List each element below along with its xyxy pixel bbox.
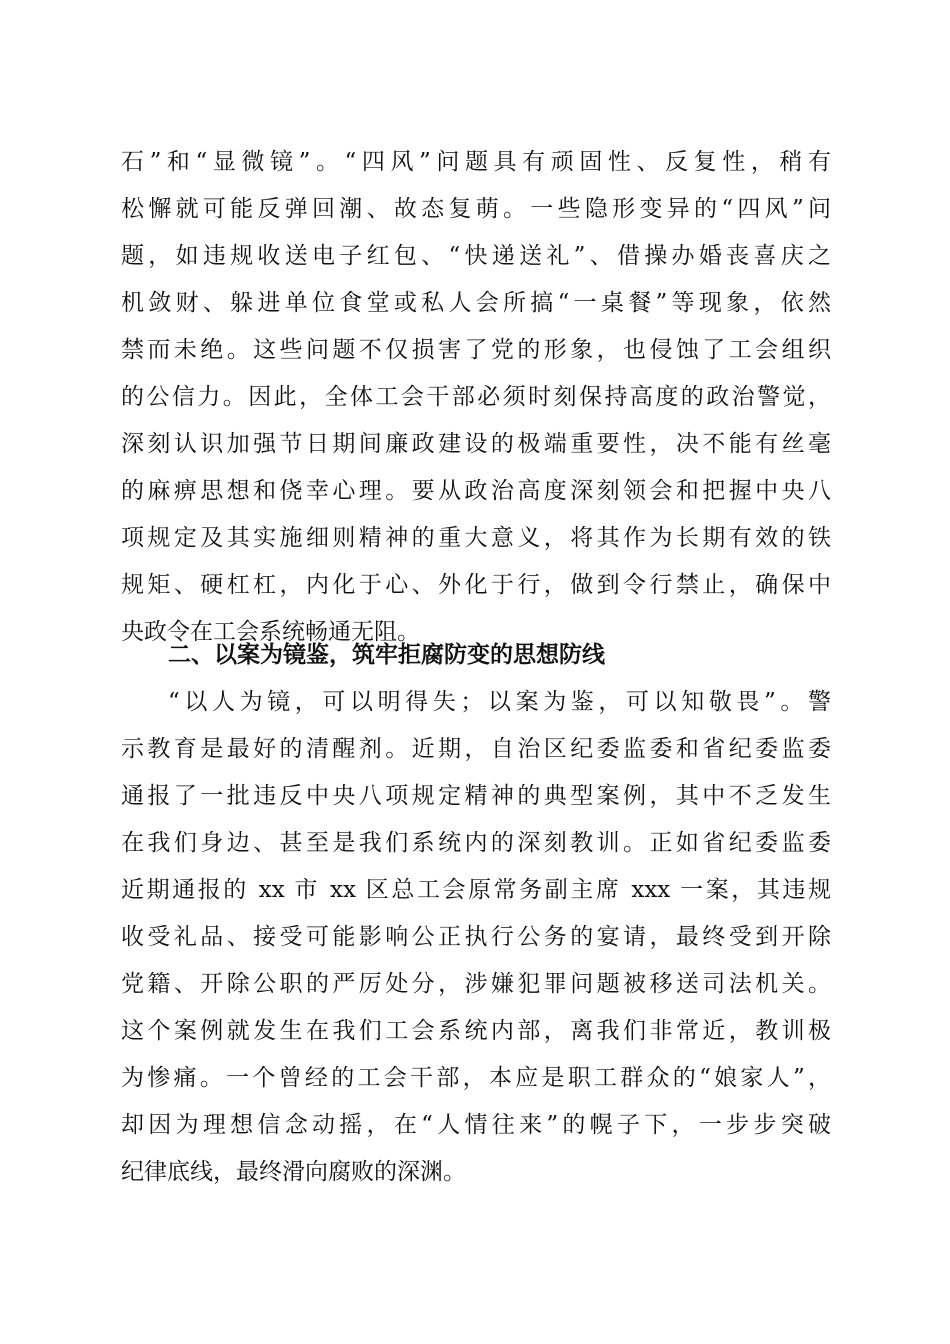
paragraph-line: 石”和“显微镜”。“四风”问题具有顽固性、反复性，稍有 [121, 149, 831, 175]
paragraph-line: 规矩、硬杠杠，内化于心、外化于行，做到令行禁止，确保中 [121, 572, 831, 598]
paragraph-line: 央政令在工会系统畅通无阻。 [121, 619, 420, 645]
paragraph-line: 为惨痛。一个曾经的工会干部，本应是职工群众的“娘家人”， [121, 1065, 831, 1091]
paragraph-line: 松懈就可能反弹回潮、故态复萌。一些隐形变异的“四风”问 [121, 196, 831, 222]
paragraph-line: “以人为镜，可以明得失；以案为鉴，可以知敬畏”。警 [168, 689, 831, 715]
paragraph-line: 通报了一批违反中央八项规定精神的典型案例，其中不乏发生 [121, 783, 831, 809]
paragraph-line: 却因为理想信念动摇，在“人情往来”的幌子下，一步步突破 [121, 1112, 831, 1138]
paragraph-line: 深刻认识加强节日期间廉政建设的极端重要性，决不能有丝毫 [121, 431, 831, 457]
paragraph-line: 收受礼品、接受可能影响公正执行公务的宴请，最终受到开除 [121, 924, 831, 950]
paragraph-line: 题，如违规收送电子红包、“快递送礼”、借操办婚丧喜庆之 [121, 243, 831, 269]
paragraph-line: 这个案例就发生在我们工会系统内部，离我们非常近，教训极 [121, 1018, 831, 1044]
paragraph-line: 机敛财、躲进单位食堂或私人会所搞“一桌餐”等现象，依然 [121, 290, 831, 316]
paragraph-line: 在我们身边、甚至是我们系统内的深刻教训。正如省纪委监委 [121, 830, 831, 856]
paragraph-line: 示教育是最好的清醒剂。近期，自治区纪委监委和省纪委监委 [121, 736, 831, 762]
section-heading: 二、以案为镜鉴，筑牢拒腐防变的思想防线 [168, 642, 605, 668]
paragraph-line: 的公信力。因此，全体工会干部必须时刻保持高度的政治警觉， [121, 384, 831, 410]
paragraph-line: 的麻痹思想和侥幸心理。要从政治高度深刻领会和把握中央八 [121, 478, 831, 504]
paragraph-line: 近期通报的 xx 市 xx 区总工会原常务副主席 xxx 一案，其违规 [121, 877, 831, 903]
paragraph-line: 项规定及其实施细则精神的重大意义，将其作为长期有效的铁 [121, 525, 831, 551]
paragraph-line: 党籍、开除公职的严厉处分，涉嫌犯罪问题被移送司法机关。 [121, 971, 831, 997]
paragraph-line: 纪律底线，最终滑向腐败的深渊。 [121, 1159, 466, 1185]
paragraph-line: 禁而未绝。这些问题不仅损害了党的形象，也侵蚀了工会组织 [121, 337, 831, 363]
